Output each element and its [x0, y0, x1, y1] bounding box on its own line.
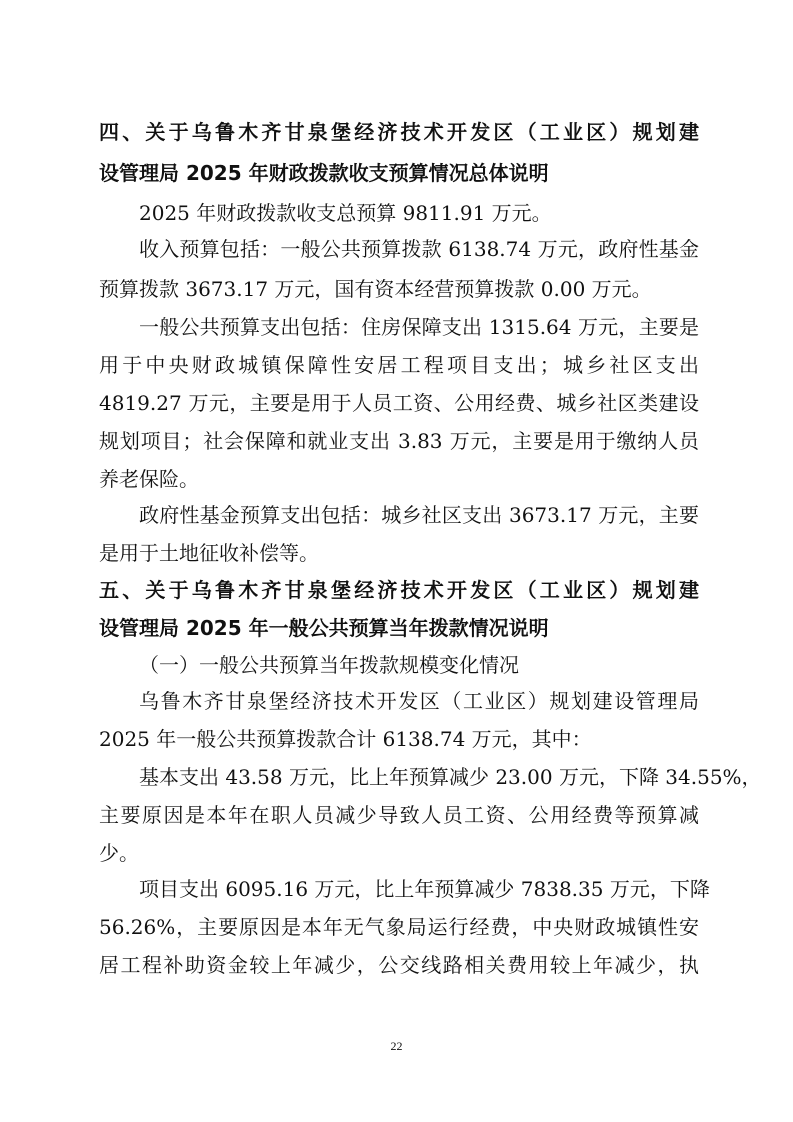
section4-total-paragraph: 2025 年财政拨款收支总预算 9811.91 万元。 [139, 201, 552, 225]
section5-project-line1: 项目支出 6095.16 万元，比上年预算减少 7838.35 万元，下降 [139, 877, 710, 901]
section4-income-line1: 收入预算包括：一般公共预算拨款 6138.74 万元，政府性基金 [139, 237, 699, 261]
section4-general-line1: 一般公共预算支出包括：住房保障支出 1315.64 万元，主要是 [139, 315, 699, 339]
section5-heading-line1: 五、关于乌鲁木齐甘泉堡经济技术开发区（工业区）规划建 [99, 578, 699, 602]
section4-fund-line2: 是用于土地征收补偿等。 [99, 541, 319, 565]
section5-basic-line3: 少。 [99, 841, 139, 865]
section5-project-line2: 56.26%，主要原因是本年无气象局运行经费，中央财政城镇性安 [99, 915, 699, 939]
section5-project-line3: 居工程补助资金较上年减少，公交线路相关费用较上年减少，执 [99, 953, 699, 977]
section5-intro-line2: 2025 年一般公共预算拨款合计 6138.74 万元，其中： [99, 727, 592, 751]
section5-basic-line1: 基本支出 43.58 万元，比上年预算减少 23.00 万元，下降 34.55%， [139, 765, 762, 789]
section4-income-line2: 预算拨款 3673.17 万元，国有资本经营预算拨款 0.00 万元。 [99, 277, 652, 301]
section4-general-line5: 养老保险。 [99, 467, 199, 491]
section5-heading-line2: 设管理局 2025 年一般公共预算当年拨款情况说明 [99, 616, 549, 640]
section4-heading-line2: 设管理局 2025 年财政拨款收支预算情况总体说明 [99, 161, 549, 185]
section4-general-line3: 4819.27 万元，主要是用于人员工资、公用经费、城乡社区类建设 [99, 391, 699, 415]
section5-basic-line2: 主要原因是本年在职人员减少导致人员工资、公用经费等预算减 [99, 803, 699, 827]
page-number: 22 [390, 1039, 403, 1053]
section4-fund-line1: 政府性基金预算支出包括：城乡社区支出 3673.17 万元，主要 [139, 503, 699, 527]
section4-general-line4: 规划项目；社会保障和就业支出 3.83 万元，主要是用于缴纳人员 [99, 429, 699, 453]
section5-subsection1-title: （一）一般公共预算当年拨款规模变化情况 [139, 653, 519, 677]
section4-general-line2: 用于中央财政城镇保障性安居工程项目支出；城乡社区支出 [99, 353, 699, 377]
section5-intro-line1: 乌鲁木齐甘泉堡经济技术开发区（工业区）规划建设管理局 [139, 689, 699, 713]
section4-heading-line1: 四、关于乌鲁木齐甘泉堡经济技术开发区（工业区）规划建 [99, 120, 699, 144]
